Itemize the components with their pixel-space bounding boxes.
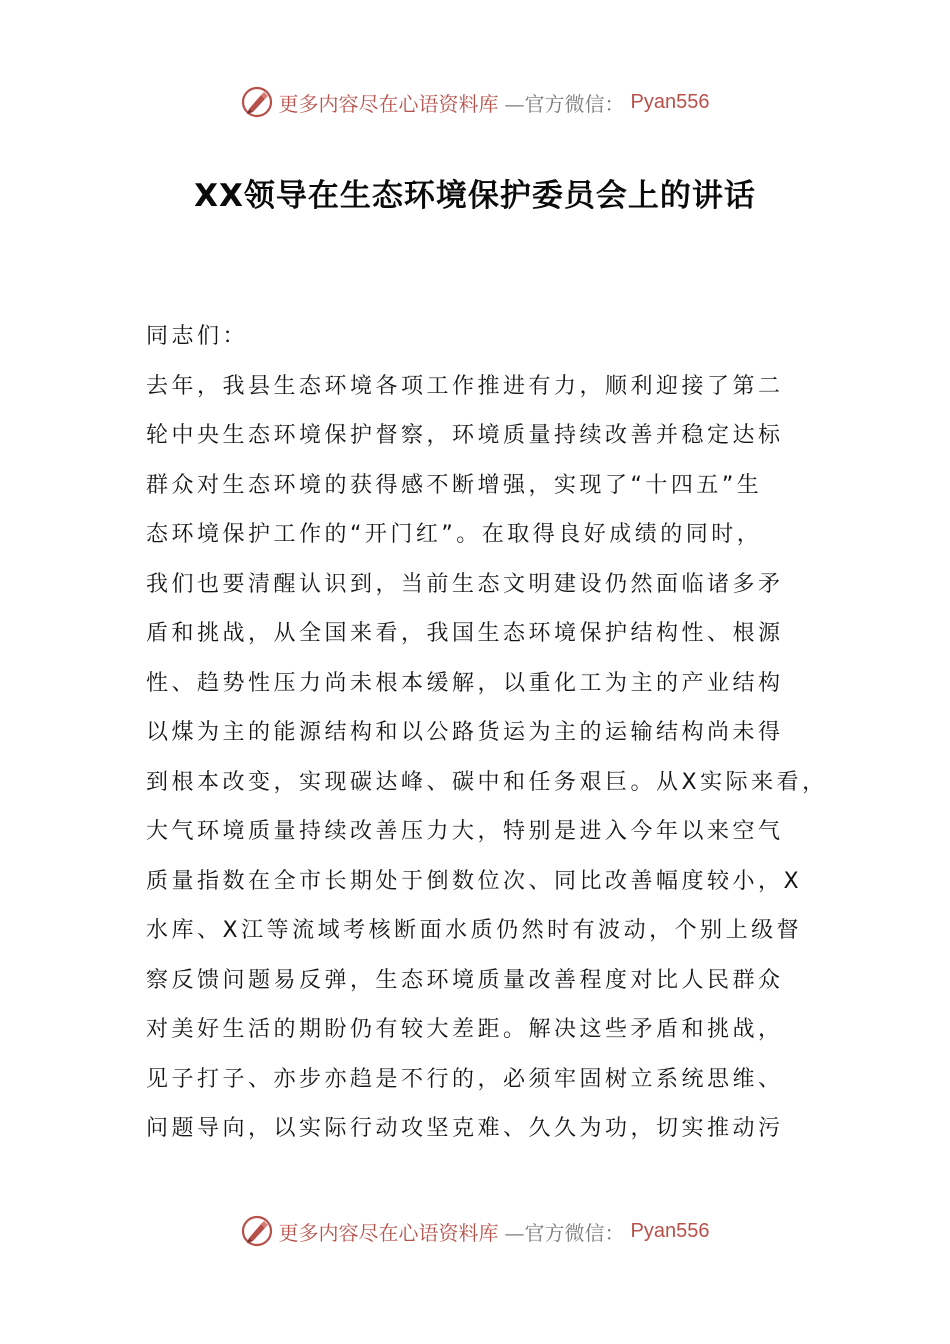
body-line: 我们也要清醒认识到，当前生态文明建设仍然面临诸多矛 <box>146 571 784 597</box>
watermark-wechat-handle: Pyan556 <box>630 90 710 113</box>
body-line: 大气环境质量持续改善压力大，特别是进入今年以来空气 <box>146 819 784 844</box>
body-line: 问题导向，以实际行动攻坚克难、久久为功，切实推动污 <box>146 1116 784 1141</box>
body-line: 到根本改变，实现碳达峰、碳中和任务艰巨。从X实际来看， <box>146 769 828 795</box>
body-line: 盾和挑战，从全国来看，我国生态环境保护结构性、根源 <box>146 621 784 646</box>
header-watermark-banner <box>0 82 950 122</box>
body-line: 去年，我县生态环境各项工作推进有力，顺利迎接了第二 <box>146 373 784 399</box>
pen-logo-icon <box>241 1215 273 1247</box>
body-line: 态环境保护工作的“开门红”。在取得良好成绩的同时， <box>146 522 763 547</box>
watermark-sub-text: —官方微信： <box>504 91 625 116</box>
body-line: 以煤为主的能源结构和以公路货运为主的运输结构尚未得 <box>146 720 784 745</box>
document-title: XX领导在生态环境保护委员会上的讲话 <box>194 178 756 214</box>
body-line: 质量指数在全市长期处于倒数位次、同比改善幅度较小，X <box>146 868 803 894</box>
watermark-sub-text: —官方微信： <box>504 1220 625 1245</box>
body-line: 群众对生态环境的获得感不断增强，实现了“十四五”生 <box>146 472 763 498</box>
body-line: 性、趋势性压力尚未根本缓解，以重化工为主的产业结构 <box>146 670 784 696</box>
salutation-line: 同志们： <box>146 324 249 349</box>
watermark-main-text: 更多内容尽在心语资料库 <box>278 91 499 116</box>
body-line: 轮中央生态环境保护督察，环境质量持续改善并稳定达标 <box>146 423 784 448</box>
document-body <box>146 312 836 1154</box>
body-line: 见子打子、亦步亦趋是不行的，必须牢固树立系统思维、 <box>146 1066 784 1092</box>
footer-watermark-banner <box>0 1211 950 1251</box>
watermark-wechat-handle: Pyan556 <box>630 1219 710 1242</box>
pen-logo-icon <box>241 86 273 118</box>
body-line: 察反馈问题易反弹，生态环境质量改善程度对比人民群众 <box>146 967 784 993</box>
body-line: 对美好生活的期盼仍有较大差距。解决这些矛盾和挑战， <box>146 1017 784 1042</box>
watermark-main-text: 更多内容尽在心语资料库 <box>278 1220 499 1245</box>
body-line: 水库、X江等流域考核断面水质仍然时有波动，个别上级督 <box>146 918 803 943</box>
